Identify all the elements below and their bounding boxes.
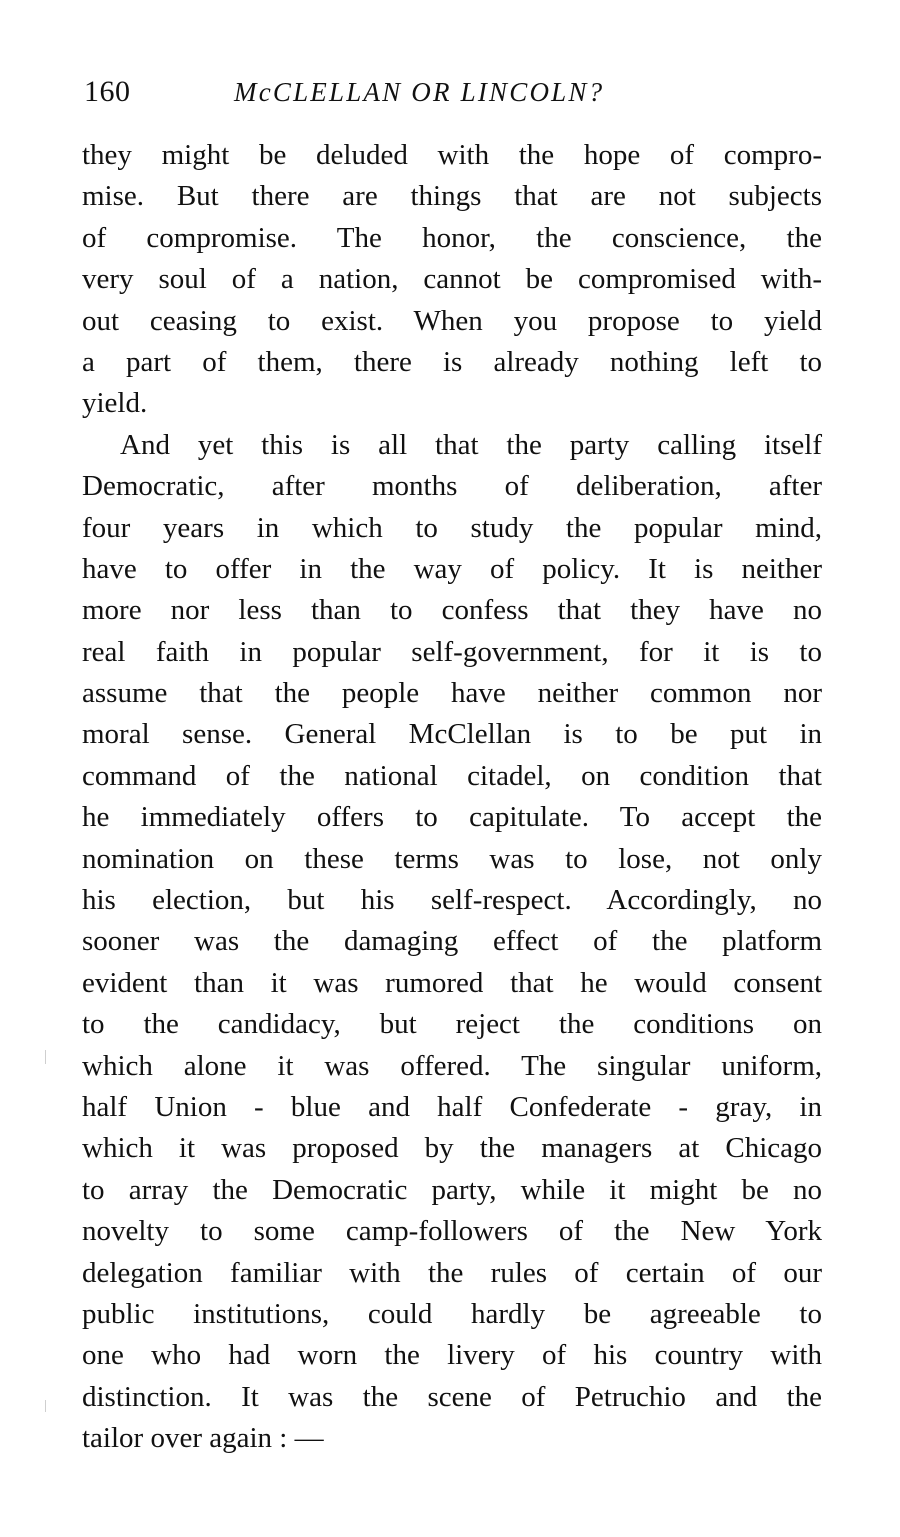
text-line: public institutions, could hardly be agreeable to (82, 1297, 822, 1330)
text-line: more nor less than to confess that they have no (82, 594, 822, 627)
text-line: novelty to some camp-followers of the New York (82, 1215, 822, 1248)
text-line: moral sense. General McClellan is to be put in (82, 718, 822, 751)
text-line: tailor over again : — (82, 1422, 324, 1455)
text-line: yield. (82, 387, 148, 420)
paragraph-1 (82, 135, 822, 425)
paragraph-2 (82, 425, 822, 1460)
text-line: nomination on these terms was to lose, not only (82, 842, 822, 875)
text-line: have to offer in the way of policy. It is neither (82, 552, 822, 585)
text-line: command of the national citadel, on condition that (82, 759, 822, 792)
running-head (84, 70, 824, 114)
text-line: delegation familiar with the rules of certain of our (82, 1256, 822, 1289)
text-line: distinction. It was the scene of Petruchio and the (82, 1380, 822, 1413)
text-line: to array the Democratic party, while it might be no (82, 1173, 822, 1206)
margin-speck (45, 1050, 46, 1064)
text-line: of compromise. The honor, the conscience, the (82, 221, 822, 254)
text-line: they might be deluded with the hope of compro- (82, 139, 822, 171)
text-line: he immediately offers to capitulate. To accept the (82, 801, 822, 834)
text-line: Democratic, after months of deliberation, after (82, 470, 822, 503)
text-line: very soul of a nation, cannot be compromised with- (82, 263, 822, 296)
text-line: half Union - blue and half Confederate - gray, in (82, 1090, 822, 1123)
text-line: evident than it was rumored that he would consent (82, 966, 822, 999)
text-line: which alone it was offered. The singular uniform, (82, 1049, 822, 1082)
text-line: sooner was the damaging effect of the platform (82, 925, 822, 958)
page-number: 160 (84, 75, 131, 108)
text-line: assume that the people have neither common nor (82, 677, 822, 710)
text-line: mise. But there are things that are not subjects (82, 180, 822, 213)
text-line: out ceasing to exist. When you propose to yield (82, 304, 822, 337)
text-line: And yet this is all that the party calling itself (120, 428, 822, 461)
text-line: one who had worn the livery of his country with (82, 1339, 822, 1372)
text-line: four years in which to study the popular mind, (82, 511, 822, 544)
text-line: his election, but his self-respect. Accordingly, no (82, 884, 822, 917)
running-title: McCLELLAN OR LINCOLN? (234, 77, 605, 107)
text-line: which it was proposed by the managers at Chicago (82, 1132, 822, 1165)
body-text (82, 135, 822, 1460)
text-line: a part of them, there is already nothing left to (82, 345, 822, 378)
text-line: to the candidacy, but reject the conditions on (82, 1008, 822, 1041)
margin-speck (45, 1400, 46, 1412)
text-line: real faith in popular self-government, for it is to (82, 635, 822, 668)
